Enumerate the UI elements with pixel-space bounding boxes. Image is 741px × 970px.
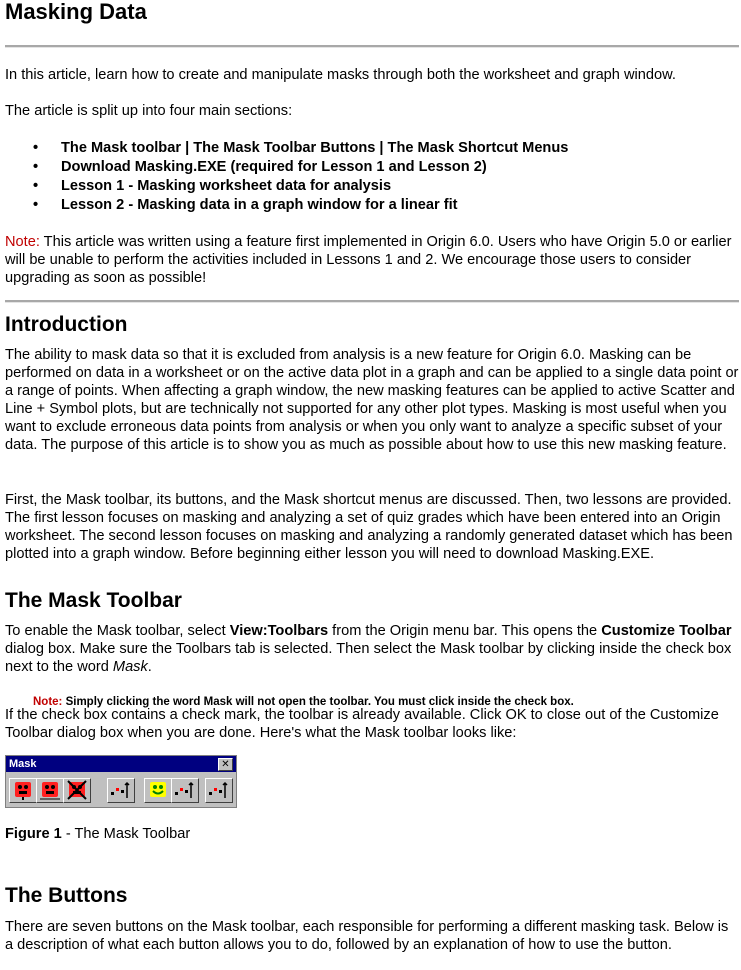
mask-color-button[interactable] — [171, 778, 199, 803]
disable-mask-button[interactable] — [205, 778, 233, 803]
section-link-download[interactable]: Download Masking.EXE (required for Lesson 1 and Lesson 2) — [61, 159, 487, 175]
version-note — [5, 233, 739, 287]
introduction-paragraph-1: The ability to mask data so that it is excluded from analysis is a new feature for Origin 6.0. Masking can be performed on data in a worksheet or on the active data plot in a graph and can be applied to a single data point or a range of points. When affecting a graph window, the new masking features can be applied to active Scatter and Line + Symbol plots, but are technically not supported for any other plot types. Masking is most useful when you want to exclude erroneous data points from analysis or when you only want to analyze a specific subset of your data. The purpose of this article is to show you as much as possible about how to use this new masking feature. — [5, 347, 739, 453]
section-item-download[interactable] — [5, 158, 739, 177]
section-item-lesson1[interactable] — [5, 177, 739, 196]
data-points-icon — [206, 779, 232, 802]
introduction-heading: Introduction — [5, 313, 128, 336]
buttons-heading: The Buttons — [5, 884, 128, 907]
mask-point-toggle-button[interactable] — [9, 778, 37, 803]
mask-face-crossed-icon — [64, 779, 90, 802]
buttons-paragraph: There are seven buttons on the Mask toolbar, each responsible for performing a different masking task. Below is a description of what each button allows you to do, followed by an explanation of how to use the button. — [5, 919, 729, 953]
toolbar-title: Mask — [9, 758, 37, 770]
toolbar-buttons — [6, 772, 236, 806]
toolbar-titlebar[interactable] — [6, 756, 236, 772]
section-link-lesson2[interactable]: Lesson 2 - Masking data in a graph window for a linear fit — [61, 197, 458, 213]
checkbox-note-text: Simply clicking the word Mask will not open the toolbar. You must click inside the check box. — [62, 695, 574, 708]
mask-face-red-icon — [10, 779, 36, 802]
introduction-paragraph-2: First, the Mask toolbar, its buttons, and the Mask shortcut menus are discussed. Then, two lessons are provided. The first lesson focuses on masking and analyzing a set of quiz grades which have been entered into an Origin worksheet. The second lesson focuses on masking and analyzing a randomly generated dataset which has been plotted into a graph window. Before beginning either lesson you will need to download Masking.EXE. — [5, 492, 733, 562]
mask-face-range-icon — [37, 779, 63, 802]
note-divider — [5, 300, 739, 303]
section-list — [5, 139, 739, 215]
section-item-lesson2[interactable] — [5, 196, 739, 215]
intro-line: In this article, learn how to create and manipulate masks through both the worksheet and graph window. — [5, 67, 676, 83]
section-link-lesson1[interactable]: Lesson 1 - Masking worksheet data for analysis — [61, 178, 392, 194]
swap-mask-button[interactable] — [107, 778, 135, 803]
mask-word: Mask — [112, 659, 148, 675]
section-link-toolbar[interactable]: The Mask toolbar | The Mask Toolbar Buttons | The Mask Shortcut Menus — [61, 140, 569, 156]
split-line: The article is split up into four main sections: — [5, 103, 293, 119]
hide-unhide-masked-button[interactable] — [144, 778, 172, 803]
page-title: Masking Data — [5, 0, 147, 24]
note-label: Note: — [5, 234, 40, 250]
section-item-toolbar[interactable] — [5, 139, 739, 158]
dialog-name: Customize Toolbar — [601, 623, 732, 639]
mask-toolbar-heading: The Mask Toolbar — [5, 589, 182, 612]
mask-toolbar-paragraph-1: To enable the Mask toolbar, select View:Toolbars from the Origin menu bar. This opens the Customize Toolbar dialog box. Make sure the Toolbars tab is selected. Then select the Mask toolbar by clicking inside the check box next to the word Mask. — [5, 623, 732, 675]
bullet: • — [33, 140, 39, 156]
figure-caption — [5, 825, 739, 843]
mask-face-green-icon — [145, 779, 171, 802]
data-points-icon — [108, 779, 134, 802]
data-points-icon — [172, 779, 198, 802]
mask-toolbar-figure — [5, 755, 237, 808]
bullet: • — [33, 197, 39, 213]
menu-path: View:Toolbars — [229, 623, 329, 639]
unmask-button[interactable] — [63, 778, 91, 803]
close-icon[interactable]: ✕ — [218, 758, 233, 771]
checkbox-note-label: Note: — [33, 695, 63, 708]
mask-range-button[interactable] — [36, 778, 64, 803]
mask-toolbar-paragraph-2: If the check box contains a check mark, the toolbar is already available. Click OK to close out of the Customize Toolbar dialog box when you are done. Here's what the Mask toolbar looks like: — [5, 707, 719, 741]
note-text: This article was written using a feature first implemented in Origin 6.0. Users who have Origin 5.0 or earlier will be unable to perform the activities included in Lessons 1 and 2. We encourage those users to consider upgrading as soon as possible! — [5, 234, 732, 286]
figure-label: Figure 1 — [5, 826, 62, 842]
figure-caption-text: - The Mask Toolbar — [61, 826, 191, 842]
bullet: • — [33, 178, 39, 194]
bullet: • — [33, 159, 39, 175]
title-divider — [5, 45, 739, 48]
